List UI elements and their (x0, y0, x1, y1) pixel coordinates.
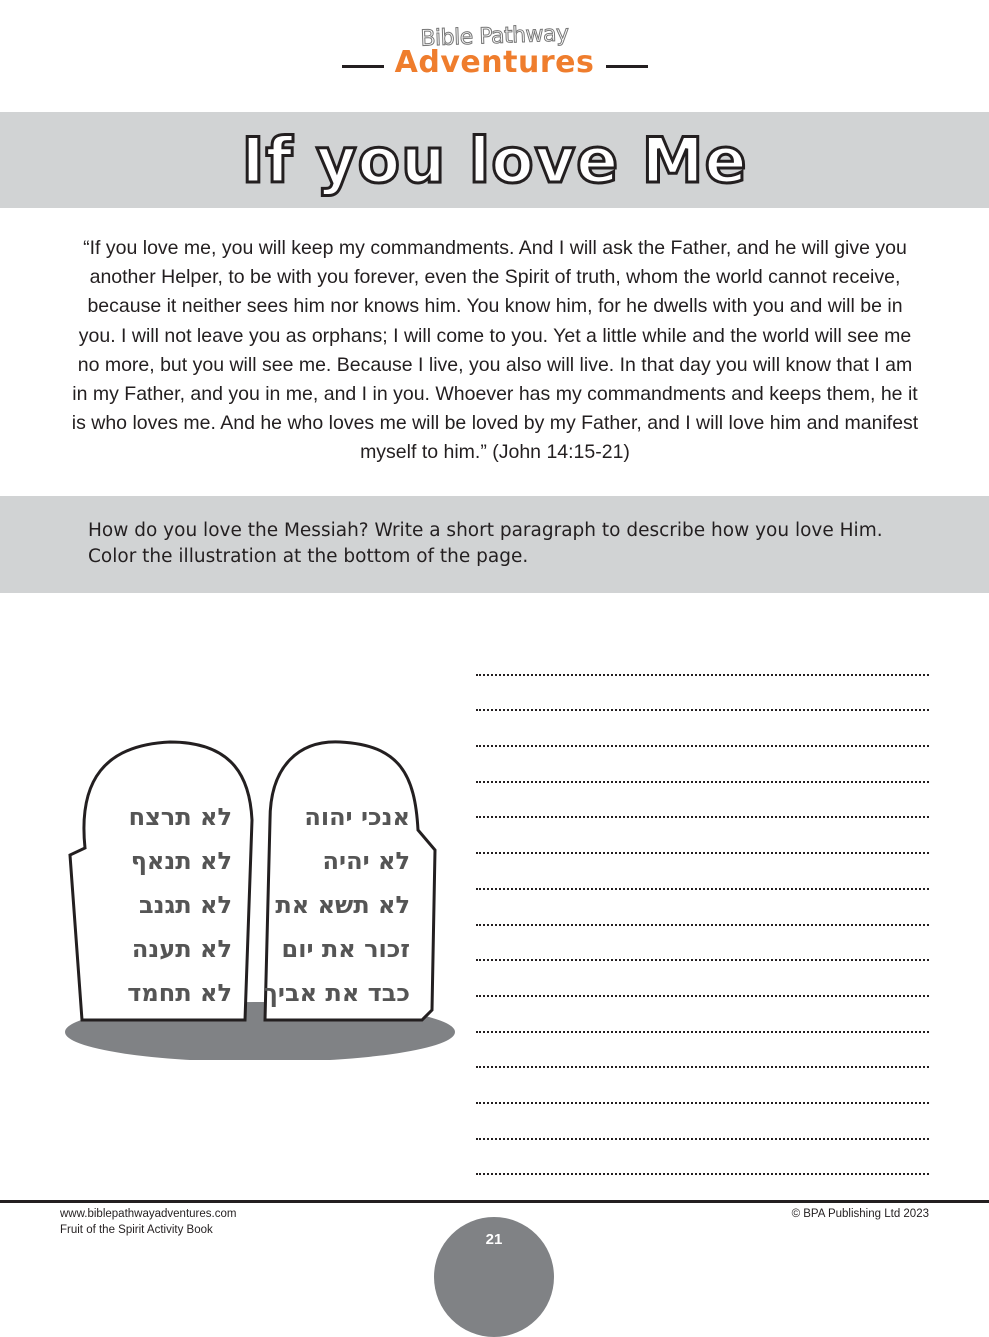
hebrew-line: כבד את אביך (264, 979, 410, 1007)
writing-line[interactable] (476, 1068, 929, 1104)
instruction-band (0, 496, 989, 593)
ten-commandments-illustration (60, 720, 460, 1060)
hebrew-line: לא יהיה (322, 847, 410, 875)
writing-line[interactable] (476, 1104, 929, 1140)
instruction-text: How do you love the Messiah? Write a short paragraph to describe how you love Him. Color the illustration at the bottom of the page. (88, 520, 883, 567)
hebrew-line: לא תנאף (130, 847, 232, 875)
scripture-passage: “If you love me, you will keep my commandments. And I will ask the Father, and he will give you another Helper, to be with you forever, even the Spirit of truth, whom the world cannot receive, because it neither sees him nor knows him. You know him, for he dwells with you and will be in you. I will not leave you as orphans; I will come to you. Yet a little while and the world will see me no more, but you will see me. Because I live, you also will live. In that day you will know that I am in my Father, and you in me, and I in you. Whoever has my commandments and keeps them, he it is who loves me. And he who loves me will be loved by my Father, and I will love him and manifest myself to him.” (John 14:15-21) (71, 237, 919, 464)
writing-lines[interactable] (476, 640, 929, 1175)
footer-rule (0, 1200, 989, 1203)
footer-book-title: Fruit of the Spirit Activity Book (60, 1224, 213, 1236)
writing-line[interactable] (476, 747, 929, 783)
logo (0, 21, 989, 80)
page-number: 21 (434, 1217, 554, 1337)
writing-line[interactable] (476, 818, 929, 854)
logo-line-1: Bible Pathway (420, 21, 569, 52)
logo-dash-left (342, 65, 384, 68)
page-title: If you love Me (241, 123, 748, 197)
hebrew-line: לא תגנב (139, 891, 232, 919)
writing-line[interactable] (476, 926, 929, 962)
writing-line[interactable] (476, 711, 929, 747)
writing-line[interactable] (476, 854, 929, 890)
hebrew-line: לא תענה (131, 935, 232, 963)
logo-line-2: Adventures (394, 45, 595, 80)
writing-line[interactable] (476, 676, 929, 712)
hebrew-line: לא תשא את (275, 891, 410, 919)
hebrew-line: זכור את יום (281, 935, 410, 963)
title-band (0, 112, 989, 208)
logo-dash-right (606, 65, 648, 68)
writing-line[interactable] (476, 640, 929, 676)
footer-copyright: © BPA Publishing Ltd 2023 (791, 1208, 929, 1220)
writing-line[interactable] (476, 1140, 929, 1176)
writing-line[interactable] (476, 783, 929, 819)
writing-line[interactable] (476, 890, 929, 926)
writing-line[interactable] (476, 1033, 929, 1069)
hebrew-line: לא תרצח (128, 803, 232, 831)
writing-line[interactable] (476, 997, 929, 1033)
footer-website[interactable]: www.biblepathwayadventures.com (60, 1208, 237, 1220)
hebrew-line: אנכי יהוה (304, 803, 410, 831)
hebrew-line: לא תחמד (127, 979, 232, 1007)
writing-line[interactable] (476, 961, 929, 997)
